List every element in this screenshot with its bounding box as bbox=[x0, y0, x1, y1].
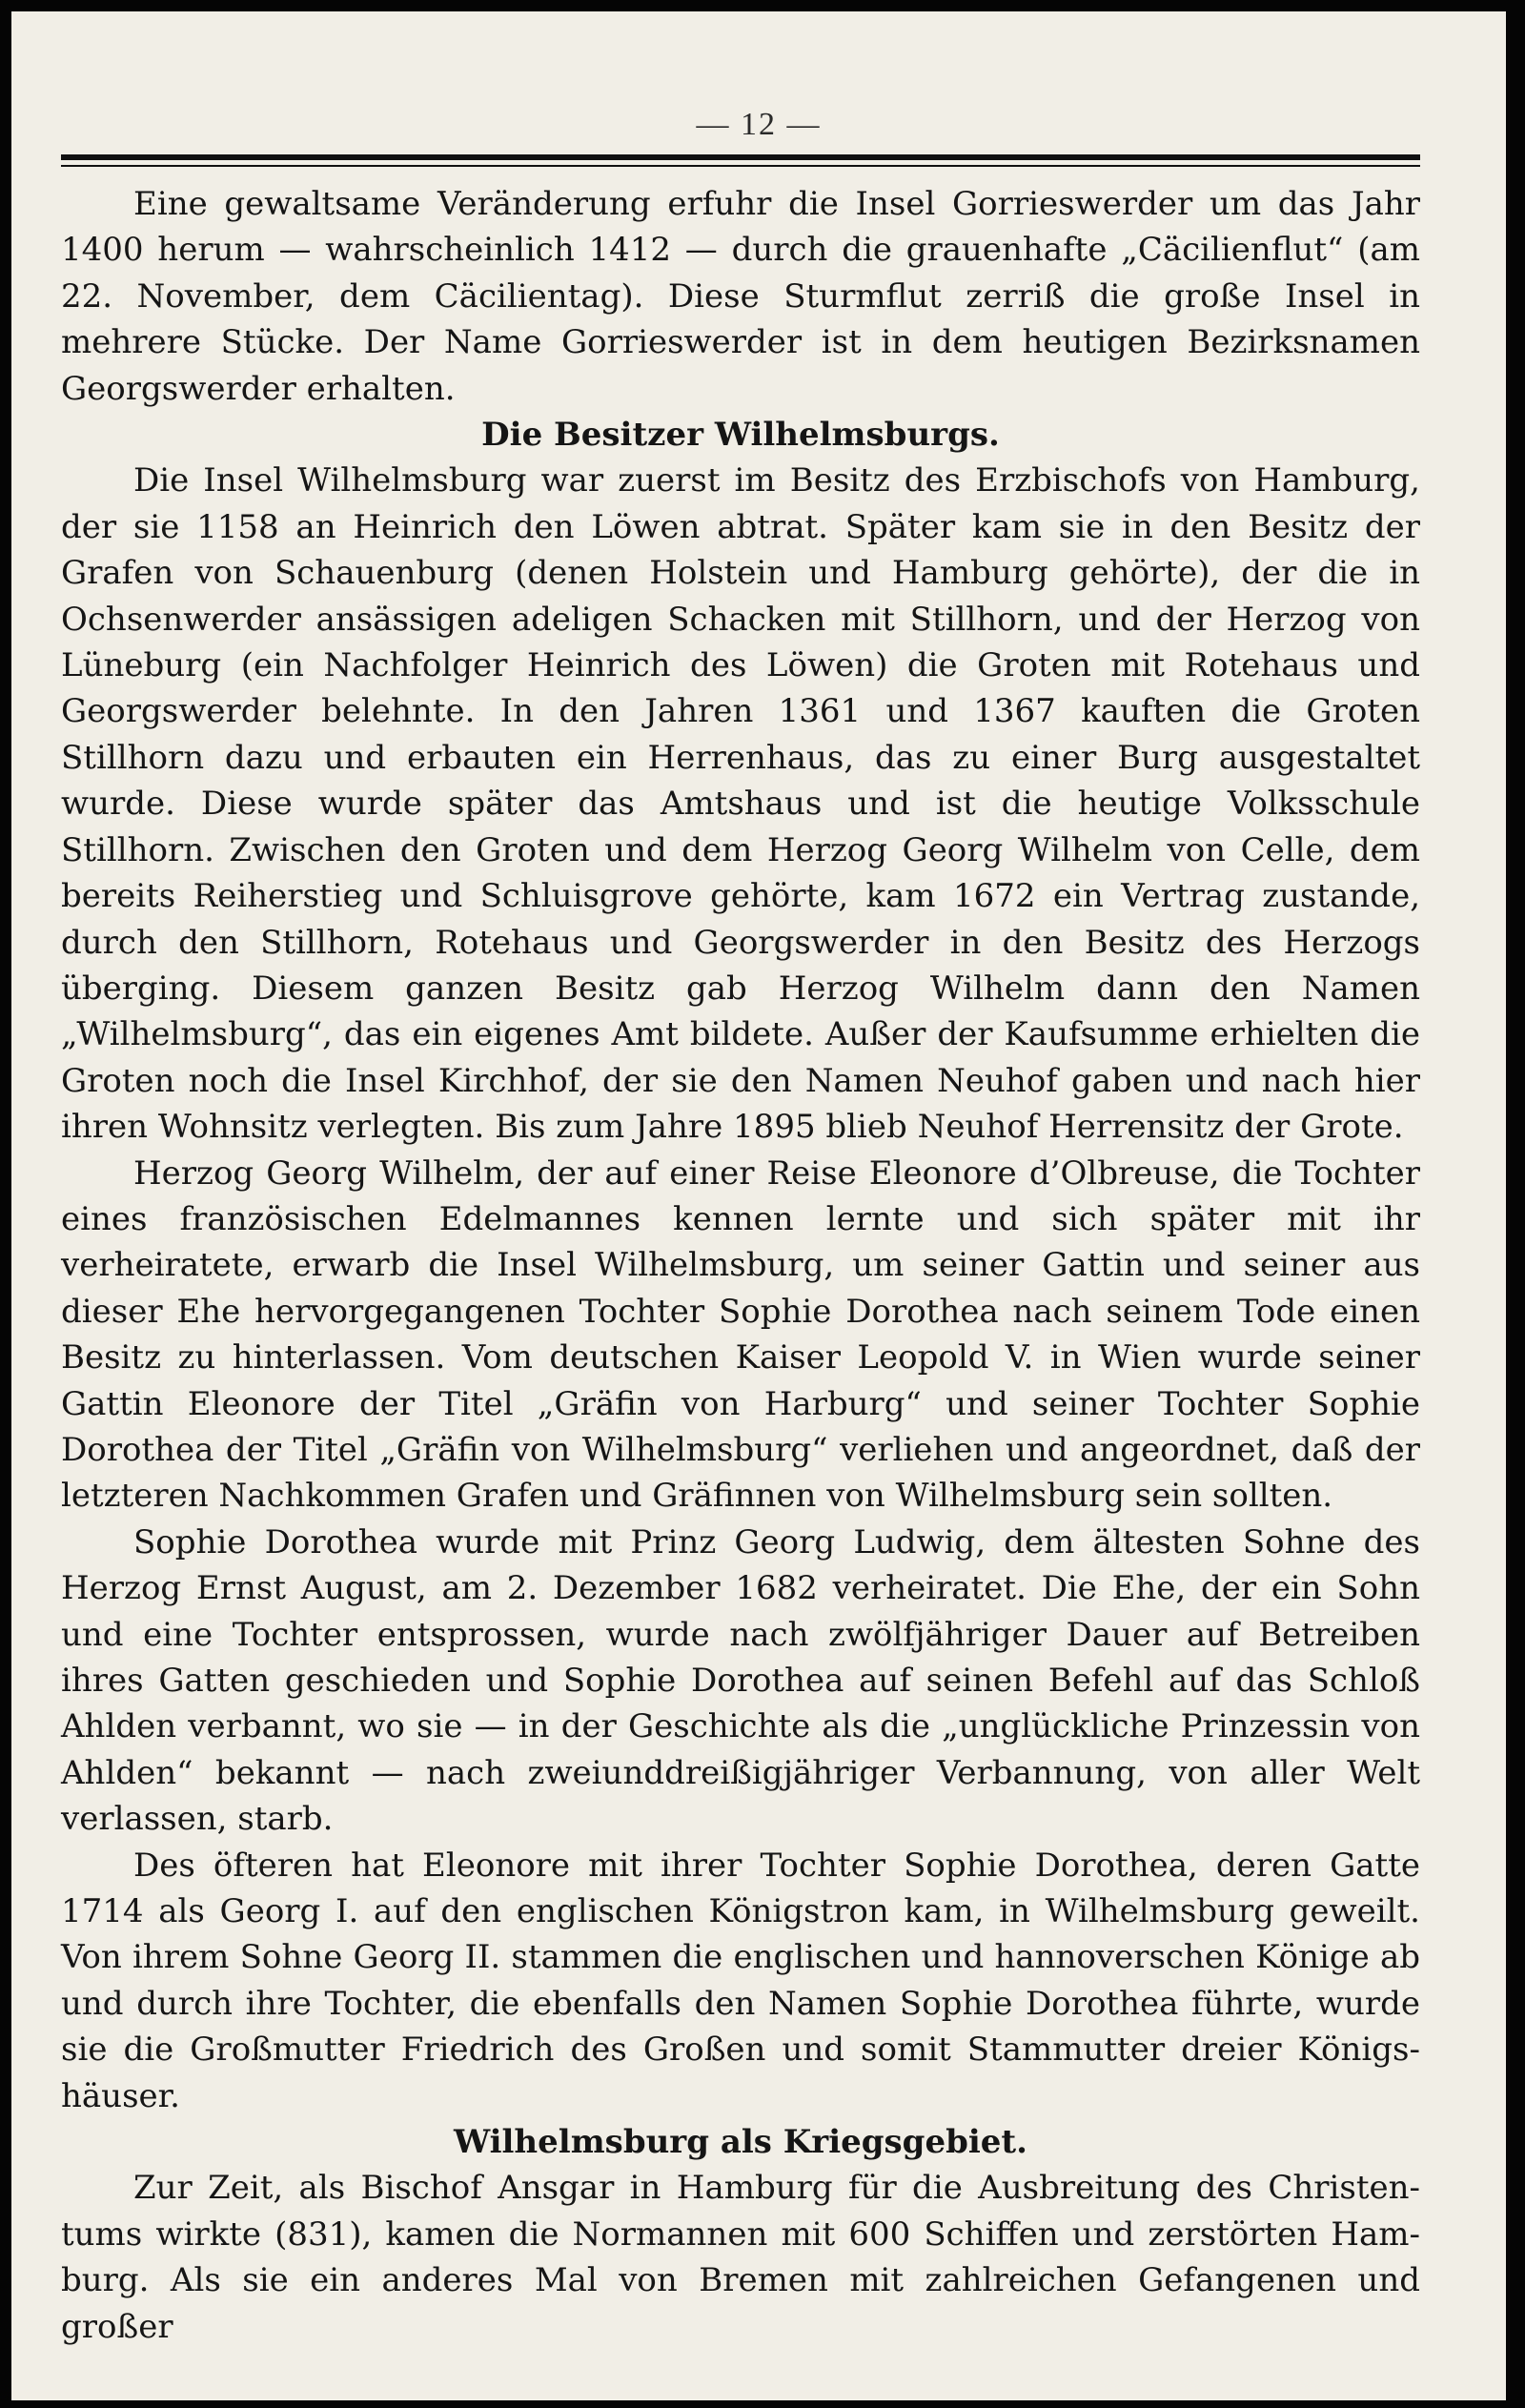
paragraph-cecilia-flood: Eine gewaltsame Veränderung erfuhr die Insel Gorrieswerder um das Jahr 1400 herum — wahrscheinlich 1412 — durch die grauenhafte „Cäcilienflut“ (am 22. November, dem Cäcilientag). Diese Sturmflut zerriß die große Insel in mehrere Stücke. Der Name Gorrieswerder ist in dem heutigen Bezirksnamen Georgswerder erhalten. bbox=[61, 185, 1420, 408]
section-heading-war: Wilhelmsburg als Kriegsgebiet. bbox=[454, 2123, 1027, 2162]
paragraph-georg-wilhelm: Herzog Georg Wilhelm, der auf einer Reise Eleonore d’Olbreuse, die Tochter eines französischen Edelmannes kennen lernte und sich später mit ihr verheiratete, erwarb die Insel Wilhelmsburg, um seiner Gattin und seiner aus dieser Ehe hervorgegangenen Tochter Sophie Dorothea nach seinem Tode einen Besitz zu hinterlassen. Vom deutschen Kaiser Leopold V. in Wien wurde seiner Gattin Eleonore der Titel „Gräfin von Harburg“ und seiner Tochter Sophie Dorothea der Titel „Gräfin von Wilhelmsburg“ verliehen und angeordnet, daß der letzteren Nachkommen Grafen und Gräfinnen von Wilhelmsburg sein sollten. bbox=[61, 1153, 1420, 1516]
paragraph-eleonore-visits: Des öfteren hat Eleonore mit ihrer Tochter Sophie Dorothea, deren Gatte 1714 als Georg I. auf den englischen Königstron kam, in Wilhelmsburg geweilt. Von ihrem Sohne Georg II. stammen die englischen und hannoverschen Könige ab und durch ihre Tochter, die ebenfalls den Namen Sophie Dorothea führte, wurde sie die Großmutter Friedrich des Großen und somit Stammutter dreier Königshäuser. bbox=[61, 1846, 1420, 2115]
page-number: — 12 — bbox=[696, 107, 822, 142]
header-rule-thick bbox=[61, 154, 1420, 160]
paragraph-owners-history: Die Insel Wilhelmsburg war zuerst im Besitz des Erzbischofs von Hamburg, der sie 1158 an Heinrich den Löwen abtrat. Später kam sie in den Besitz der Grafen von Schauenburg (denen Holstein und Hamburg gehörte), der die in Ochsenwerder ansässigen adeligen Schacken mit Stillhorn, und der Herzog von Lüneburg (ein Nachfolger Heinrich des Löwen) die Groten mit Rotehaus und Georgswerder belehnte. In den Jahren 1361 und 1367 kauften die Groten Stillhorn dazu und erbauten ein Herrenhaus, das zu einer Burg ausgestaltet wurde. Diese wurde später das Amtshaus und ist die heutige Volksschule Stillhorn. Zwischen den Groten und dem Herzog Georg Wilhelm von Celle, dem bereits Reiherstieg und Schluisgrove gehörte, kam 1672 ein Vertrag zustande, durch den Stillhorn, Rotehaus und Georgswerder in den Besitz des Herzogs überging. Diesem ganzen Besitz gab Herzog Wilhelm dann den Namen „Wilhelmsburg“, das ein eigenes Amt bildete. Außer der Kaufsumme erhielten die Groten noch die Insel Kirchhof, der sie den Namen Neuhof gaben und nach hier ihren Wohnsitz verlegten. Bis zum Jahre 1895 blieb Neuhof Herrensitz der Grote. bbox=[61, 461, 1420, 1147]
section-heading-owners: Die Besitzer Wilhelmsburgs. bbox=[481, 416, 1000, 455]
body-text bbox=[61, 181, 1420, 2350]
paragraph-sophie-dorothea: Sophie Dorothea wurde mit Prinz Georg Ludwig, dem ältesten Sohne des Herzog Ernst August, am 2. Dezember 1682 verheiratet. Die Ehe, der ein Sohn und eine Tochter entsprossen, wurde nach zwölfjähriger Dauer auf Betreiben ihres Gatten geschieden und Sophie Dorothea auf seinen Befehl auf das Schloß Ahlden verbannt, wo sie — in der Geschichte als die „unglückliche Prinzessin von Ahlden“ bekannt — nach zweiunddreißigjähriger Verbannung, von aller Welt verlassen, starb. bbox=[61, 1522, 1420, 1839]
header-rule-thin bbox=[61, 165, 1420, 167]
paragraph-normans: Zur Zeit, als Bischof Ansgar in Hamburg für die Ausbreitung des Christentums wirkte (831), kamen die Normannen mit 600 Schiffen und zerstörten Hamburg. Als sie ein anderes Mal von Bremen mit zahlreichen Gefangenen und großer bbox=[61, 2169, 1420, 2346]
document-page bbox=[11, 11, 1506, 2400]
